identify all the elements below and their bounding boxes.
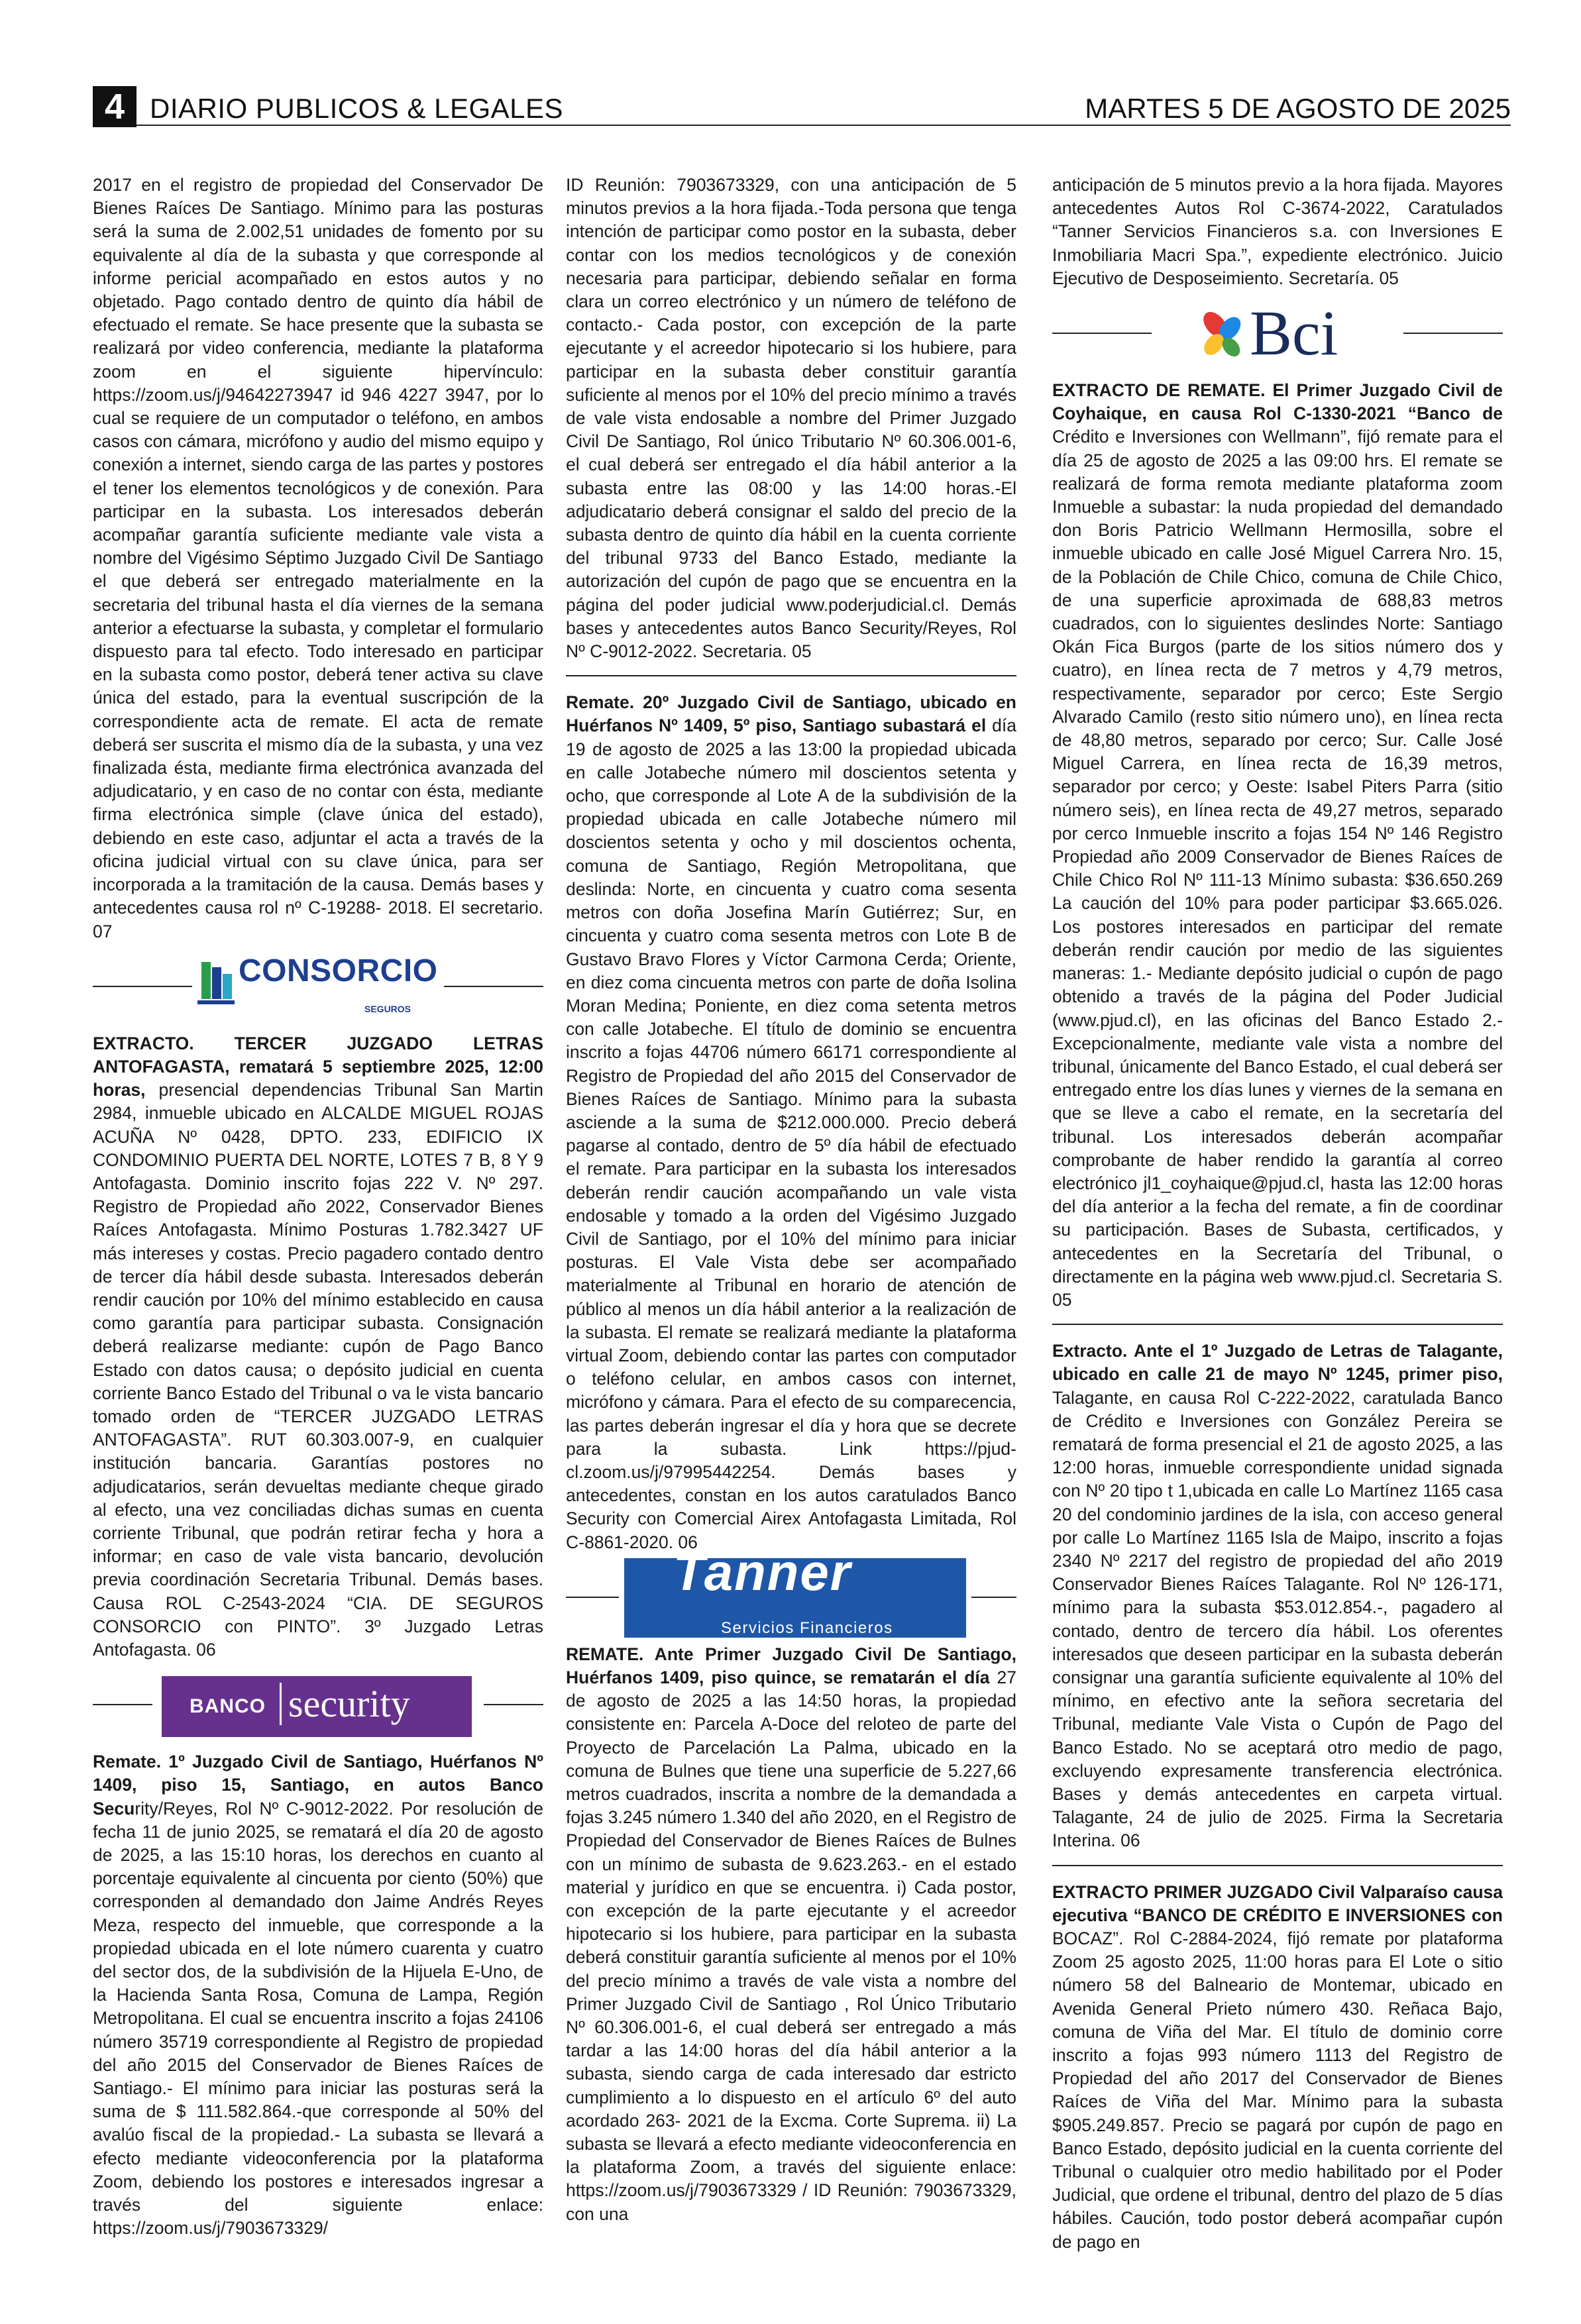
divider xyxy=(1052,1865,1503,1866)
column-1 xyxy=(93,174,543,2307)
legal-notice xyxy=(1052,174,1503,290)
consorcio-mark-icon xyxy=(197,958,235,1011)
notice-text: presencial dependencias Tribunal San Martin 2984, inmueble ubicado en ALCALDE MIGUEL ROJAS ACUÑA Nº 0428, DPTO. 233, EDIFICIO IX CONDOMINIO PUERTA DEL NORTE, LOTES 7 B, 8 Y 9 Antofagasta. Dominio inscrito fojas 222 V. Nº 297. Registro de Propiedad año 2022, Conservador Bienes Raíces Antofagasta. Mínimo Posturas 1.782.3427 UF más intereses y costas. Precio pagadero contado dentro de tercer día hábil desde subasta. Interesados deberán rendir caución por 10% del mínimo establecido en causa como garantía para participar subasta. Consignación deberá realizarse mediante: cupón de Pago Banco Estado con datos causa; o depósito judicial en cuenta corriente Banco Estado del Tribunal o va le vista bancario tomado orden de “TERCER JUZGADO LETRAS ANTOFAGASTA”. RUT 60.303.007-9, en cualquier institución bancaria. Garantías postores no adjudicatarios, serán devueltas mediante cheque girado al efecto, una vez conciliadas dichas sumas en cuenta corriente Tribunal, que podrán retirar fecha y hora a informar; en caso de vale vista bancario, devolución previa coordinación Secretaria Tribunal. Demás bases. Causa ROL C-2543-2024 “CIA. DE SEGUROS CONSORCIO con PINTO”. 3º Juzgado Letras Antofagasta. 06 xyxy=(93,1080,543,1660)
tanner-name: Tanner xyxy=(673,1542,852,1601)
bci-mark-icon xyxy=(1197,309,1250,362)
notice-text: día 19 de agosto de 2025 a las 13:00 la propiedad ubicada en calle Jotabeche número mil doscientos setenta y ocho, que corresponde al Lote A de la subdivisión de la propiedad ubicada en calle Jotabeche número mil doscientos setenta y ocho y mil doscientos ochenta, comuna de Santiago, Región Metropolitana, que deslinda: Norte, en cincuenta y cuatro coma sesenta metros con doña Josefina Marín Gutiérrez; Sur, en cincuenta y cuatro coma sesenta metros con Lote B de Gustavo Bravo Flores y Víctor Carmona Cerda; Oriente, en diez coma cincuenta metros con parte de doña Isolina Moran Medina; Poniente, en diez coma setenta metros con calle Jotabeche. El título de dominio se encuentra inscrito a fojas 44706 número 66171 correspondiente al Registro de Propiedad del año 2015 del Conservador de Bienes Raíces de Santiago. Mínimo para la subasta asciende a la suma de $212.000.000. Precio deberá pagarse al contado, dentro de 5º día hábil de efectuado el remate. Para participar en la subasta los interesados deberán rendir caución acompañando un vale vista endosable y tomado a la orden del Vigésimo Juzgado Civil de Santiago, por el 10% del mínimo para iniciar posturas. El Vale Vista debe ser acompañado materialmente al Tribunal en horario de atención de público al menos un día hábil anterior a la realización de la subasta. El remate se realizará mediante la plataforma virtual Zoom, debiendo contar las partes con computador o teléfono celular, en ambos casos con internet, micrófono y cámara. Para el efecto de su comparecencia, las partes deberán ingresar el día y hora que se decrete para la subasta. Link https://pjud-cl.zoom.us/j/97995442254. Demás bases y antecedentes, constan en los autos caratulados Banco Security con Comercial Airex Antofagasta Limitada, Rol C-8861-2020. 06 xyxy=(566,715,1016,1552)
security-banco: BANCO xyxy=(190,1695,266,1718)
notice-text: ID Reunión: 7903673329, con una anticipación de 5 minutos previos a la hora fijada.-Toda persona que tenga intención de participar como postor en la subasta, deber contar con los medios tecnológicos y de conexión necesaria para participar, debiendo señalar en forma clara un correo electrónico y un número de teléfono de contacto.- Cada postor, con excepción de la parte ejecutante y el acreedor hipotecario si los hubiere, para participar en la subasta deber constituir garantía suficiente al menos por el 10% del precio mínimo a través de vale vista endosable a nombre del Primer Juzgado Civil De Santiago, Rol único Tributario Nº 60.306.001-6, el cual deberá ser entregado el día hábil anterior a la subasta entre las 08:00 y las 14:00 horas.-El adjudicatario deberá consignar el saldo del precio de la subasta dentro de quinto día hábil en la cuenta corriente del tribunal 9733 del Banco Estado, mediante la autorización del cupón de pago que se encuentra en la página del poder judicial www.poderjudicial.cl. Demás bases y antecedentes autos Banco Security/Reyes, Rol Nº C-9012-2022. Secretaria. 05 xyxy=(566,175,1016,662)
notice-heading: EXTRACTO PRIMER JUZGADO Civil Valparaíso causa ejecutiva “BANCO DE CRÉDITO E INVERSIONES con xyxy=(1052,1881,1503,1925)
consorcio-name: CONSORCIO xyxy=(239,953,438,988)
notice-text: Talagante, en causa Rol C-222-2022, caratulada Banco de Crédito e Inversiones con González Pereira se rematará de forma presencial el 21 de agosto 2025, a las 12:00 horas, inmueble correspondiente unidad signada con Nº 20 tipo t 1,ubicada en calle Lo Martínez 1165 casa 20 del condominio jardines de la isla, con acceso general por calle Lo Martínez 1165 Isla de Maipo, inscrito a fojas 2340 Nº 2217 del registro de propiedad del año 2019 Conservador Bienes Raíces Talagante. Rol Nº 126-171, mínimo para la subasta $53.012.854.-, pagadero al contado, dentro de tercero día hábil. Los oferentes interesados que deseen participar en la subasta deberán consignar una garantía suficiente equivalente al 10% del mínimo, en efectivo ante la señora secretaria del Tribunal, mediante Vale Vista o Cupón de Pago del Banco Estado. No se aceptará otro medio de pago, excluyendo expresamente transferencia electrónica. Bases y demás antecedentes en carpeta virtual. Talagante, 24 de julio de 2025. Firma la Secretaria Interina. 06 xyxy=(1052,1387,1503,1851)
legal-notice xyxy=(93,174,543,943)
notice-heading: EXTRACTO. TERCER JUZGADO LETRAS ANTOFAGASTA, rematará 5 septiembre 2025, 12:00 horas, xyxy=(93,1033,543,1100)
divider xyxy=(1052,1324,1503,1325)
notice-heading: REMATE. Ante Primer Juzgado Civil De Santiago, Huérfanos 1409, piso quince, se rematarán el día xyxy=(566,1644,1016,1687)
notice-text: BOCAZ”. Rol C-2884-2024, fijó remate por plataforma Zoom 25 agosto 2025, 11:00 horas para El Lote o sitio número 58 del Balneario de Montemar, ubicado en Avenida General Prieto número 430. Reñaca Bajo, comuna de Viña del Mar. El título de dominio corre inscrito a fojas 993 número 1113 del Registro de Propiedad del año 2017 del Conservador de Bienes Raíces de Viña del Mar. Mínimo para la subasta $905.249.857. Precio se pagará por cupón de pago en Banco Estado, depósito judicial en la cuenta corriente del Tribunal o cualquier otro medio habilitado por el Poder Judicial, que ordene el tribunal, dentro del plazo de 5 días hábiles. Caución, todo postor deberá acompañar cupón de pago en xyxy=(1052,1928,1503,2252)
notice-heading: Remate. 1º Juzgado Civil de Santiago, Huérfanos Nº 1409, piso 15, Santiago, en autos Banco Secu xyxy=(93,1752,543,1819)
notice-heading: EXTRACTO DE REMATE. El Primer Juzgado Civil de Coyhaique, en causa Rol C-1330-2021 “Banco de xyxy=(1052,380,1503,424)
tanner-sub: Servicios Financieros xyxy=(721,1618,893,1637)
legal-notice xyxy=(1052,1340,1503,1852)
publication-title: DIARIO PUBLICOS & LEGALES xyxy=(150,93,564,124)
consorcio-sub: SEGUROS xyxy=(364,1003,411,1014)
publication-date: MARTES 5 DE AGOSTO DE 2025 xyxy=(1085,93,1511,124)
legal-notice xyxy=(93,1750,543,2240)
notice-text: Crédito e Inversiones con Wellmann”, fijó remate para el día 25 de agosto de 2025 a las 09:00 hrs. El remate se realizará de forma remota mediante plataforma zoom Inmueble a subastar: la nuda propiedad del demandado don Boris Patricio Wellmann Hermosilla, sobre el inmueble ubicado en calle José Miguel Carrera Nro. 15, de la Población de Chile Chico, comuna de Chile Chico, de una superficie aproximada de 688,83 metros cuadrados, con lo siguientes deslindes Norte: Santiago Okán Fica Burgos (parte de los sitios número dos y cuatro), en línea recta de 7 metros y 4,79 metros, respectivamente, separador por cerco; Este Sergio Alvarado Camilo (resto sitio número uno), en línea recta de 48,80 metros, separado por cerco; Sur. Calle José Miguel Carrera, en línea recta de 16,39 metros, separador por cerco; y Oeste: Isabel Piters Parra (sitio número seis), en línea recta de 49,27 metros, separado por cerco Inmueble inscrito a fojas 154 Nº 146 Registro Propiedad año 2009 Conservador de Bienes Raíces de Chile Chico Rol Nº 111-13 Mínimo subasta: $36.650.269 La caución del 10% para poder participar $3.665.026. Los postores interesados en participar del remate deberán rendir caución por medio de las siguientes maneras: 1.- Mediante depósito judicial o cupón de pago obtenido a través de la página del Poder Judicial (www.pjud.cl), en las oficinas del Banco Estado 2.- Excepcionalmente, mediante vale vista a nombre del tribunal, únicamente del Banco Estado, el cual deberá ser entregado entre los días lunes y viernes de la semana en que se lleve a cabo el remate, en la secretaría del tribunal. Los interesados deberán acompañar comprobante de haber rendido la garantía al correo electrónico jl1_coyhaique@pjud.cl, hasta las 12:00 horas del día anterior a la fecha del remate, a fin de coordinar su participación. Bases de Subasta, certificados, y antecedentes en la Secretaría del Tribunal, o directamente en la página web www.pjud.cl. Secretaria S. 05 xyxy=(1052,427,1503,1310)
legal-notice xyxy=(1052,1881,1503,2254)
legal-notice xyxy=(566,174,1016,663)
bci-logo xyxy=(1052,294,1503,372)
security-logo xyxy=(93,1665,543,1744)
notice-text: rity/Reyes, Rol Nº C-9012-2022. Por resolución de fecha 11 de junio 2025, se rematará el día 20 de agosto de 2025, a las 15:10 horas, los derechos en cuanto al porcentaje equivalente al cincuenta por ciento (50%) que corresponden al demandado don Jaime Andrés Reyes Meza, respecto del inmueble, que corresponde a la propiedad ubicada en el lote número cuarenta y cuatro del sector dos, de la subdivisión de la Hijuela E-Uno, de la Hacienda Santa Rosa, Comuna de Lampa, Región Metropolitana. El cual se encuentra inscrito a fojas 24106 número 35719 correspondiente al Registro de propiedad del año 2015 del Conservador de Bienes Raíces de Santiago.- El mínimo para iniciar las posturas será la suma de $ 111.582.864.-que corresponde al 50% del avalúo fiscal de la propiedad.- La subasta se llevará a efecto mediante videoconferencia por la plataforma Zoom, debiendo los postores e interesados ingresar a través del siguiente enlace: https://zoom.us/j/7903673329/ xyxy=(93,1798,543,2239)
column-3 xyxy=(1052,174,1503,2307)
legal-notice xyxy=(1052,379,1503,1312)
page-number: 4 xyxy=(93,86,136,127)
page-header xyxy=(93,83,1511,126)
notice-text: 2017 en el registro de propiedad del Conservador De Bienes Raíces De Santiago. Mínimo para las posturas será la suma de 2.002,51 unidades de fomento por su equivalente al día de la subasta y que corresponde al informe pericial acompañado en estos autos y no objetado. Pago contado dentro de quinto día hábil de efectuado el remate. Se hace presente que la subasta se realizará por video conferencia, mediante la plataforma zoom en el siguiente hipervínculo: https://zoom.us/j/94642273947 id 946 4227 3947, por lo cual se requiere de un computador o teléfono, en ambos casos con cámara, micrófono y audio del mismo equipo y conexión a internet, siendo carga de las partes y postores el tener los elementos tecnológicos y de conexión. Para participar en la subasta. Los interesados deberán acompañar garantía suficiente mediante vale vista a nombre del Vigésimo Séptimo Juzgado Civil De Santiago el que deberá ser entregado materialmente en la secretaria del tribunal hasta el día viernes de la semana anterior a efectuarse la subasta, y completar el formulario dispuesto para tal efecto. Todo interesado en participar en la subasta como postor, deberá tener activa su clave única del estado, para la eventual suscripción de la correspondiente acta de remate. El acta de remate deberá ser suscrita el mismo día de la subasta, y una vez finalizada ésta, mediante firma electrónica avanzada del adjudicatario, y en caso de no contar con ésta, mediante firma electrónica simple (clave única del estado), debiendo en este caso, adjuntar el acta a través de la oficina judicial virtual con su clave única, para ser incorporada a la tramitación de la causa. Demás bases y antecedentes causa rol nº C-19288- 2018. El secretario. 07 xyxy=(93,175,543,941)
notice-heading: Remate. 20º Juzgado Civil de Santiago, ubicado en Huérfanos Nº 1409, 5º piso, Santiago subastará el xyxy=(566,692,1016,736)
legal-notice xyxy=(566,1643,1016,2226)
notice-text: anticipación de 5 minutos previo a la hora fijada. Mayores antecedentes Autos Rol C-3674-2022, Caratulados “Tanner Servicios Financieros s.a. con Inversiones E Inmobiliaria Macri Spa.”, expediente electrónico. Juicio Ejecutivo de Desposeimiento. Secretaría. 05 xyxy=(1052,175,1503,288)
column-2 xyxy=(566,174,1016,2307)
bci-name: Bci xyxy=(1250,297,1338,369)
notice-text: 27 de agosto de 2025 a las 14:50 horas, la propiedad consistente en: Parcela A-Doce del reloteo de parte del Proyecto de Parcelación La Palma, ubicado en la comuna de Bulnes que tiene una superficie de 5.227,66 metros cuadrados, inscrita a nombre de la demandada a fojas 3.245 número 1.340 del año 2020, en el Registro de Propiedad del Conservador de Bienes Raíces de Bulnes con un mínimo de subasta de 9.623.263.- en el estado material y jurídico en que se encuentra. i) Cada postor, con excepción de la parte ejecutante y el acreedor hipotecario si los hubiere, para participar en la subasta deberá constituir garantía suficiente al menos por el 10% del precio mínimo a través de vale vista a nombre del Primer Juzgado Civil de Santiago , Rol Único Tributario Nº 60.306.001-6, el cual deberá ser entregado a más tardar a las 14:00 horas del día hábil anterior a la subasta, siendo carga de cada interesado dar estricto cumplimiento a lo dispuesto en el artículo 6º del auto acordado 263- 2021 de la Excma. Corte Suprema. ii) La subasta se llevará a efecto mediante videoconferencia en la plataforma Zoom, a través del siguiente enlace: https://zoom.us/j/7903673329 / ID Reunión: 7903673329, con una xyxy=(566,1667,1016,2224)
tanner-logo xyxy=(566,1542,1016,1637)
legal-notice xyxy=(566,691,1016,1554)
legal-notice xyxy=(93,1032,543,1662)
security-name: security xyxy=(280,1683,410,1725)
consorcio-logo xyxy=(93,947,543,1026)
notice-heading: Extracto. Ante el 1º Juzgado de Letras de Talagante, ubicado en calle 21 de mayo Nº 1245, primer piso, xyxy=(1052,1341,1503,1385)
divider xyxy=(566,675,1016,676)
